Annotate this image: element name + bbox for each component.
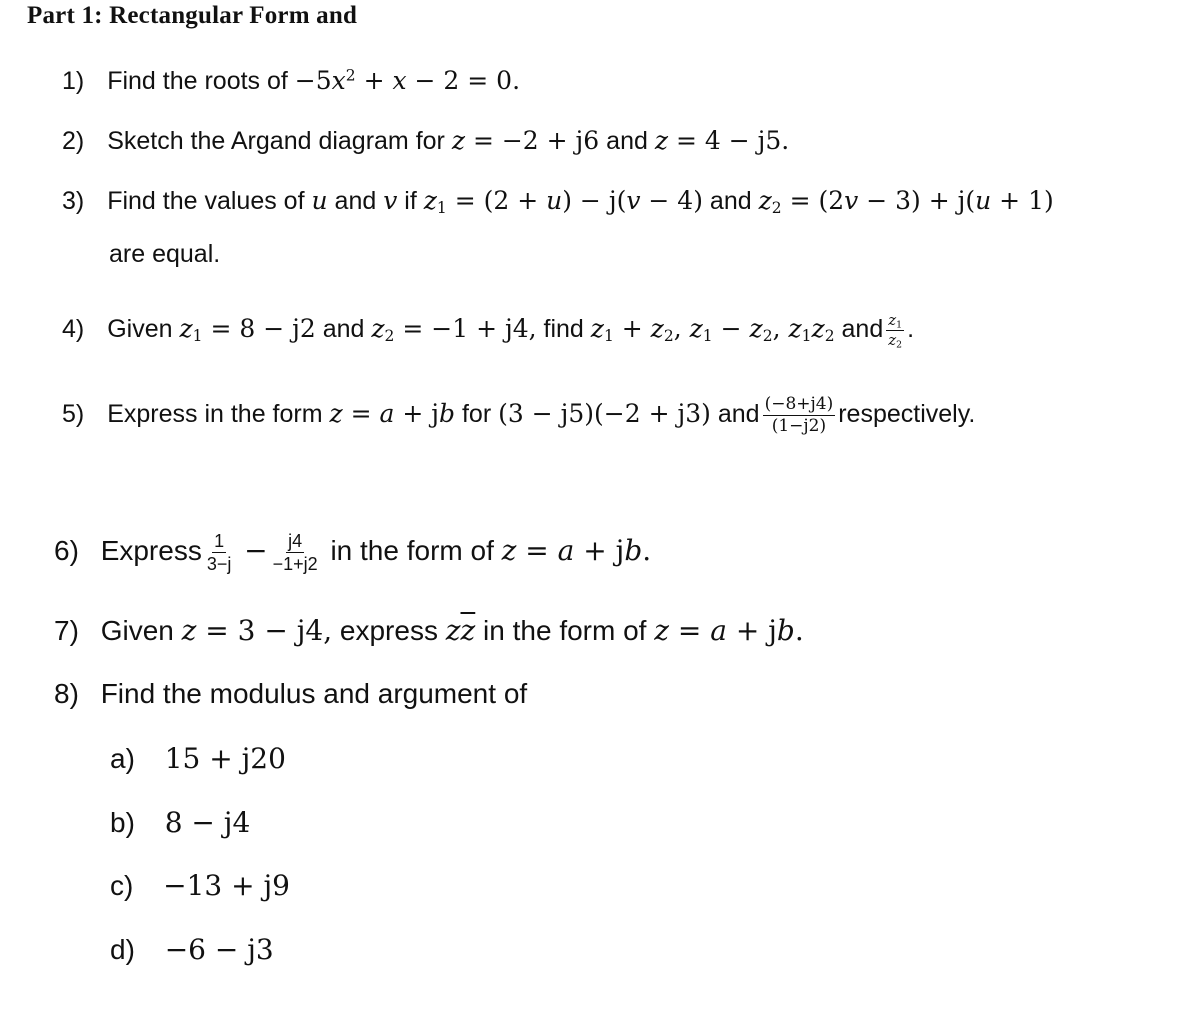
- question-text: Find the roots of: [107, 67, 288, 95]
- equation: $z_2 = (2v - 3) + j(u + 1)$: [758, 186, 1054, 217]
- fraction-expression: $\frac{(-8+j4)}{(1-j2)}$: [764, 394, 834, 436]
- question-text: Find the values of u and v if: [107, 186, 417, 215]
- connector-text: and: [841, 315, 884, 344]
- question-number: 3): [62, 187, 85, 215]
- connector-text: and: [709, 187, 752, 215]
- connector-text: and: [322, 315, 365, 344]
- question-number: 1): [62, 67, 85, 95]
- equation: $z_1 = (2 + u) - j(v - 4)$: [423, 186, 703, 217]
- question-number: 6): [54, 534, 79, 566]
- question-8: [54, 678, 527, 710]
- connector-text: express: [339, 615, 438, 646]
- equation: $-5x^2 + x - 2 = 0$.: [294, 66, 521, 95]
- question-text: Find the modulus and argument of: [100, 678, 528, 709]
- question-number: 5): [62, 400, 85, 429]
- subpart-d: [110, 933, 274, 966]
- equation: $z_1 + z_2$, $z_1 - z_2$, $z_1z_2$: [590, 314, 835, 345]
- question-1: [62, 66, 520, 96]
- subpart-b: [110, 806, 250, 839]
- equation: z = −2 + j6: [451, 126, 600, 155]
- question-text: Given: [100, 615, 174, 646]
- connector-text: find: [543, 315, 584, 344]
- equation: z = 3 − j4,: [181, 614, 333, 647]
- question-number: 4): [62, 315, 85, 344]
- fraction-z1-over-z2: $\frac{z_1}{z_2}$: [888, 311, 903, 351]
- subpart-label: c): [110, 870, 134, 901]
- fraction-1-over-3-j: $\frac{1}{3-j}$: [206, 531, 232, 574]
- equation: $z\overline{z}$: [445, 614, 476, 647]
- subpart-label: d): [110, 934, 135, 965]
- equation: z = a + jb.: [654, 614, 804, 647]
- question-number: 8): [54, 678, 79, 709]
- subpart-c: [110, 869, 290, 902]
- connector-text: and: [717, 400, 760, 429]
- minus-sign: −: [244, 533, 268, 567]
- question-text: Sketch the Argand diagram for: [107, 127, 445, 155]
- equation: $z_2 = -1 + j4$,: [371, 314, 537, 345]
- equation: z = a + jb: [329, 399, 456, 429]
- question-text: Express: [100, 534, 202, 566]
- subpart-label: b): [110, 807, 135, 838]
- connector-text: in the form of: [330, 534, 494, 566]
- subpart-value: 15 + j20: [164, 742, 286, 775]
- subpart-value: −13 + j9: [163, 869, 290, 902]
- question-4: 4) Given $z_1 = 8 - j2$ and $z_2 = -1 + j4$, find $z_1 + z_2$, $z_1 - z_2$, $z_1z_2$ and $\frac{z_1}{z_2}$ .: [62, 311, 915, 351]
- question-number: 7): [54, 615, 79, 646]
- question-2: [62, 126, 789, 156]
- subpart-value: −6 − j3: [164, 933, 274, 966]
- equation: z = 4 − j5.: [654, 126, 790, 155]
- question-7: [54, 614, 804, 647]
- question-5: [62, 396, 975, 435]
- question-3: [62, 186, 1054, 216]
- fraction-j4-over-neg1-j2: $\frac{j4}{-1+j2}$: [272, 531, 318, 574]
- question-6: [54, 532, 651, 573]
- subpart-label: a): [110, 743, 135, 774]
- equation: z = a + jb.: [501, 533, 652, 567]
- page-title: Part 1: Rectangular Form and: [27, 2, 358, 29]
- subpart-a: [110, 742, 286, 775]
- question-number: 2): [62, 127, 85, 155]
- subpart-value: 8 − j4: [164, 806, 251, 839]
- equation: (3 − j5)(−2 + j3): [498, 399, 711, 429]
- equation: $z_1 = 8 - j2$: [179, 314, 316, 345]
- connector-text: respectively.: [838, 400, 976, 429]
- question-3-line2: are equal.: [109, 240, 221, 268]
- connector-text: in the form of: [483, 615, 647, 646]
- question-text: Given: [107, 315, 173, 344]
- connector-text: for: [461, 400, 492, 429]
- question-text: Express in the form: [107, 400, 323, 429]
- connector-text: and: [606, 127, 648, 155]
